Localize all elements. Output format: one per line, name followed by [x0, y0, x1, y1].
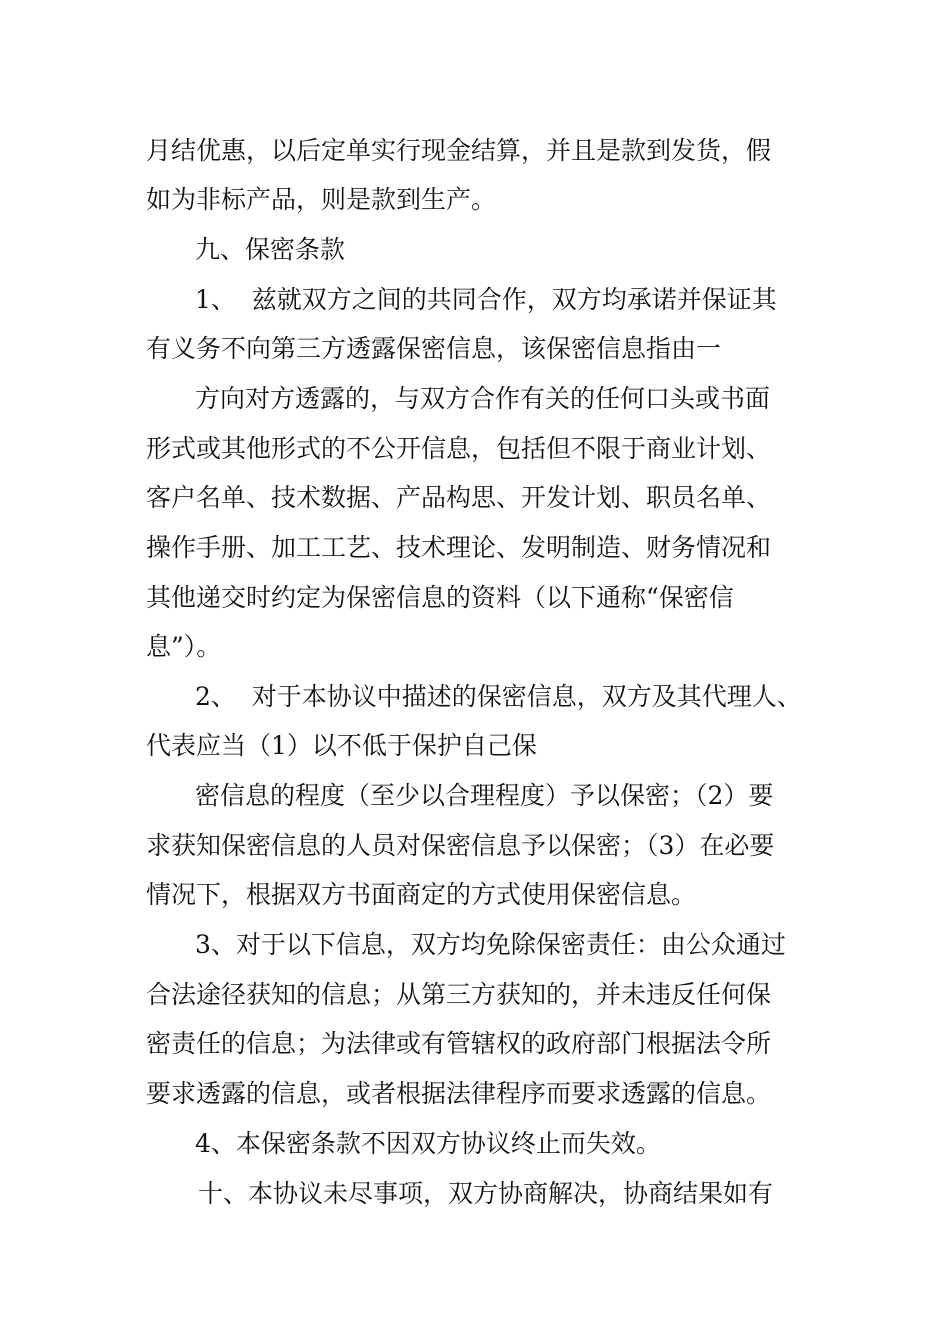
clause-3-line-3: 密责任的信息；为法律或有管辖权的政府部门根据法令所	[146, 1029, 772, 1058]
clause-1-line-5: 客户名单、技术数据、产品构思、开发计划、职员名单、	[146, 483, 772, 512]
clause-3-line-2: 合法途径获知的信息；从第三方获知的，并未违反任何保	[146, 980, 772, 1009]
clause-1-line-4: 形式或其他形式的不公开信息，包括但不限于商业计划、	[146, 434, 772, 463]
clause-1-line-7: 其他递交时约定为保密信息的资料（以下通称“保密信	[146, 583, 734, 612]
clause-1-line-6: 操作手册、加工工艺、技术理论、发明制造、财务情况和	[146, 533, 772, 562]
clause-1-line-2: 有义务不向第三方透露保密信息，该保密信息指由一	[146, 334, 722, 363]
clause-1-line-3: 方向对方透露的，与双方合作有关的任何口头或书面	[195, 384, 771, 413]
clause-2-line-3: 密信息的程度（至少以合理程度）予以保密；（2）要	[195, 781, 774, 810]
clause-2-line-5: 情况下，根据双方书面商定的方式使用保密信息。	[146, 880, 697, 909]
clause-3-line-1: 3、对于以下信息，双方均免除保密责任：由公众通过	[195, 930, 786, 959]
clause-2-line-2: 代表应当（1）以不低于保护自己保	[146, 731, 537, 760]
clause-4-line-1: 4、本保密条款不因双方协议终止而失效。	[195, 1129, 661, 1158]
text-line-2: 如为非标产品，则是款到生产。	[146, 185, 497, 214]
clause-2-line-4: 求获知保密信息的人员对保密信息予以保密；（3）在必要	[146, 831, 775, 860]
section-heading-10: 十、本协议未尽事项，双方协商解决，协商结果如有	[198, 1179, 774, 1208]
section-heading-9: 九、保密条款	[195, 235, 346, 264]
clause-2-line-1: 2、 对于本协议中描述的保密信息，双方及其代理人、	[195, 682, 802, 711]
text-line-1: 月结优惠，以后定单实行现金结算，并且是款到发货，假	[146, 136, 772, 165]
clause-1-line-8: 息”）。	[146, 632, 222, 661]
clause-3-line-4: 要求透露的信息，或者根据法律程序而要求透露的信息。	[146, 1079, 772, 1108]
clause-1-line-1: 1、 兹就双方之间的共同合作，双方均承诺并保证其	[195, 285, 777, 314]
